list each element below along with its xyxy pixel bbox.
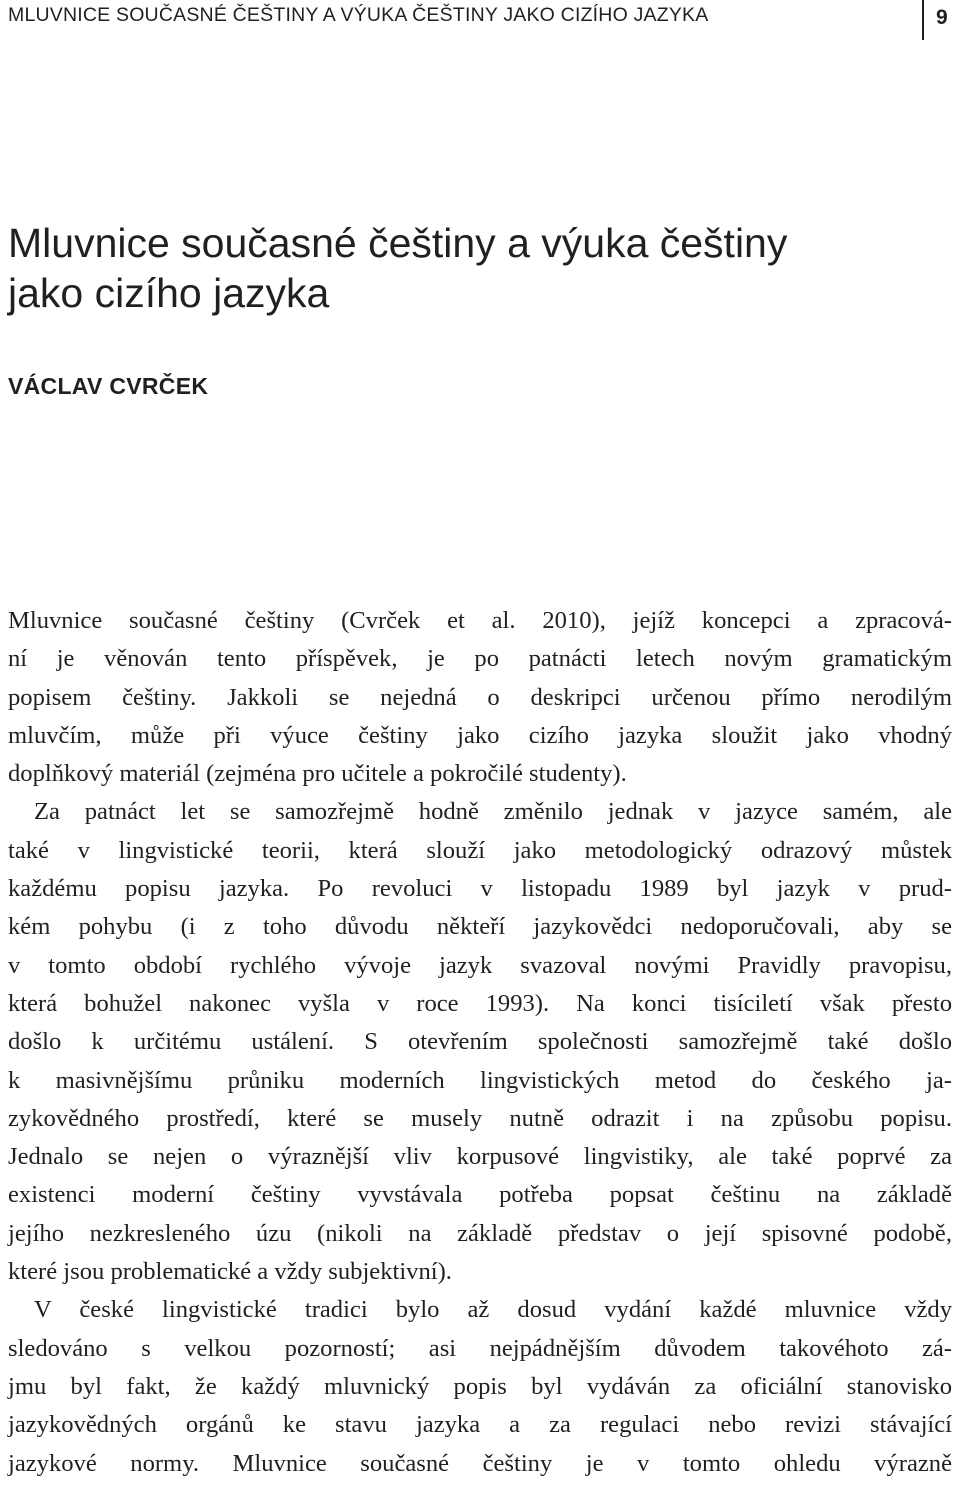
page-number: 9: [936, 6, 948, 29]
text-line: jazykovědných orgánů ke stavu jazyka a za regulaci nebo revizi stávající: [8, 1411, 952, 1439]
text-line: popisem češtiny. Jakkoli se nejedná o deskripci určenou přímo nerodilým: [8, 683, 952, 711]
text-line: doplňkový materiál (zejména pro učitele a pokročilé studenty).: [8, 760, 627, 788]
text-line: Jednalo se nejen o výraznější vliv korpusové lingvistiky, ale také poprvé za: [8, 1143, 952, 1171]
text-line: jazykové normy. Mluvnice současné češtiny je v tomto ohledu výrazně: [8, 1449, 952, 1477]
article-title-line: jako cizího jazyka: [8, 270, 330, 316]
running-header: MLUVNICE SOUČASNÉ ČEŠTINY A VÝUKA ČEŠTINY JAKO CIZÍHO JAZYKA: [8, 4, 709, 26]
text-line: Za patnáct let se samozřejmě hodně změnilo jednak v jazyce samém, ale: [34, 798, 952, 826]
text-line: k masivnějšímu průniku moderních lingvistických metod do českého ja-: [8, 1066, 952, 1094]
article-title: [8, 218, 948, 318]
text-line: kém pohybu (i z toho důvodu někteří jazykovědci nedoporučovali, aby se: [8, 913, 952, 941]
text-line: sledováno s velkou pozorností; asi nejpádnějším důvodem takovéhoto zá-: [8, 1334, 952, 1362]
text-line: také v lingvistické teorii, která slouží jako metodologický odrazový můstek: [8, 836, 952, 864]
text-line: došlo k určitému ustálení. S otevřením společnosti samozřejmě také došlo: [8, 1028, 952, 1056]
text-line: mluvčím, může při výuce češtiny jako cizího jazyka sloužit jako vhodný: [8, 721, 952, 749]
author-name: VÁCLAV CVRČEK: [8, 373, 209, 399]
text-line: která bohužel nakonec vyšla v roce 1993). Na konci tisíciletí však přesto: [8, 989, 952, 1017]
text-line: existenci moderní češtiny vyvstávala potřeba popsat češtinu na základě: [8, 1181, 952, 1209]
text-line: zykovědného prostředí, které se musely nutně odrazit i na způsobu popisu.: [8, 1104, 952, 1132]
body-text: [8, 602, 952, 1483]
text-line: jejího nezkresleného úzu (nikoli na základě představ o její spisovné podobě,: [8, 1219, 952, 1247]
text-line: ní je věnován tento příspěvek, je po patnácti letech novým gramatickým: [8, 645, 952, 673]
text-line: které jsou problematické a vždy subjektivní).: [8, 1258, 452, 1286]
text-line: jmu byl fakt, že každý mluvnický popis byl vydáván za oficiální stanovisko: [8, 1372, 952, 1400]
text-line: v tomto období rychlého vývoje jazyk svazoval novými Pravidly pravopisu,: [8, 951, 952, 979]
text-line: V české lingvistické tradici bylo až dosud vydání každé mluvnice vždy: [34, 1296, 952, 1324]
text-line: Mluvnice současné češtiny (Cvrček et al. 2010), jejíž koncepci a zpracová-: [8, 607, 952, 634]
page-number-divider: [922, 0, 924, 40]
text-line: každému popisu jazyka. Po revoluci v listopadu 1989 byl jazyk v prud-: [8, 875, 952, 903]
article-title-line: Mluvnice současné češtiny a výuka češtiny: [8, 220, 788, 266]
